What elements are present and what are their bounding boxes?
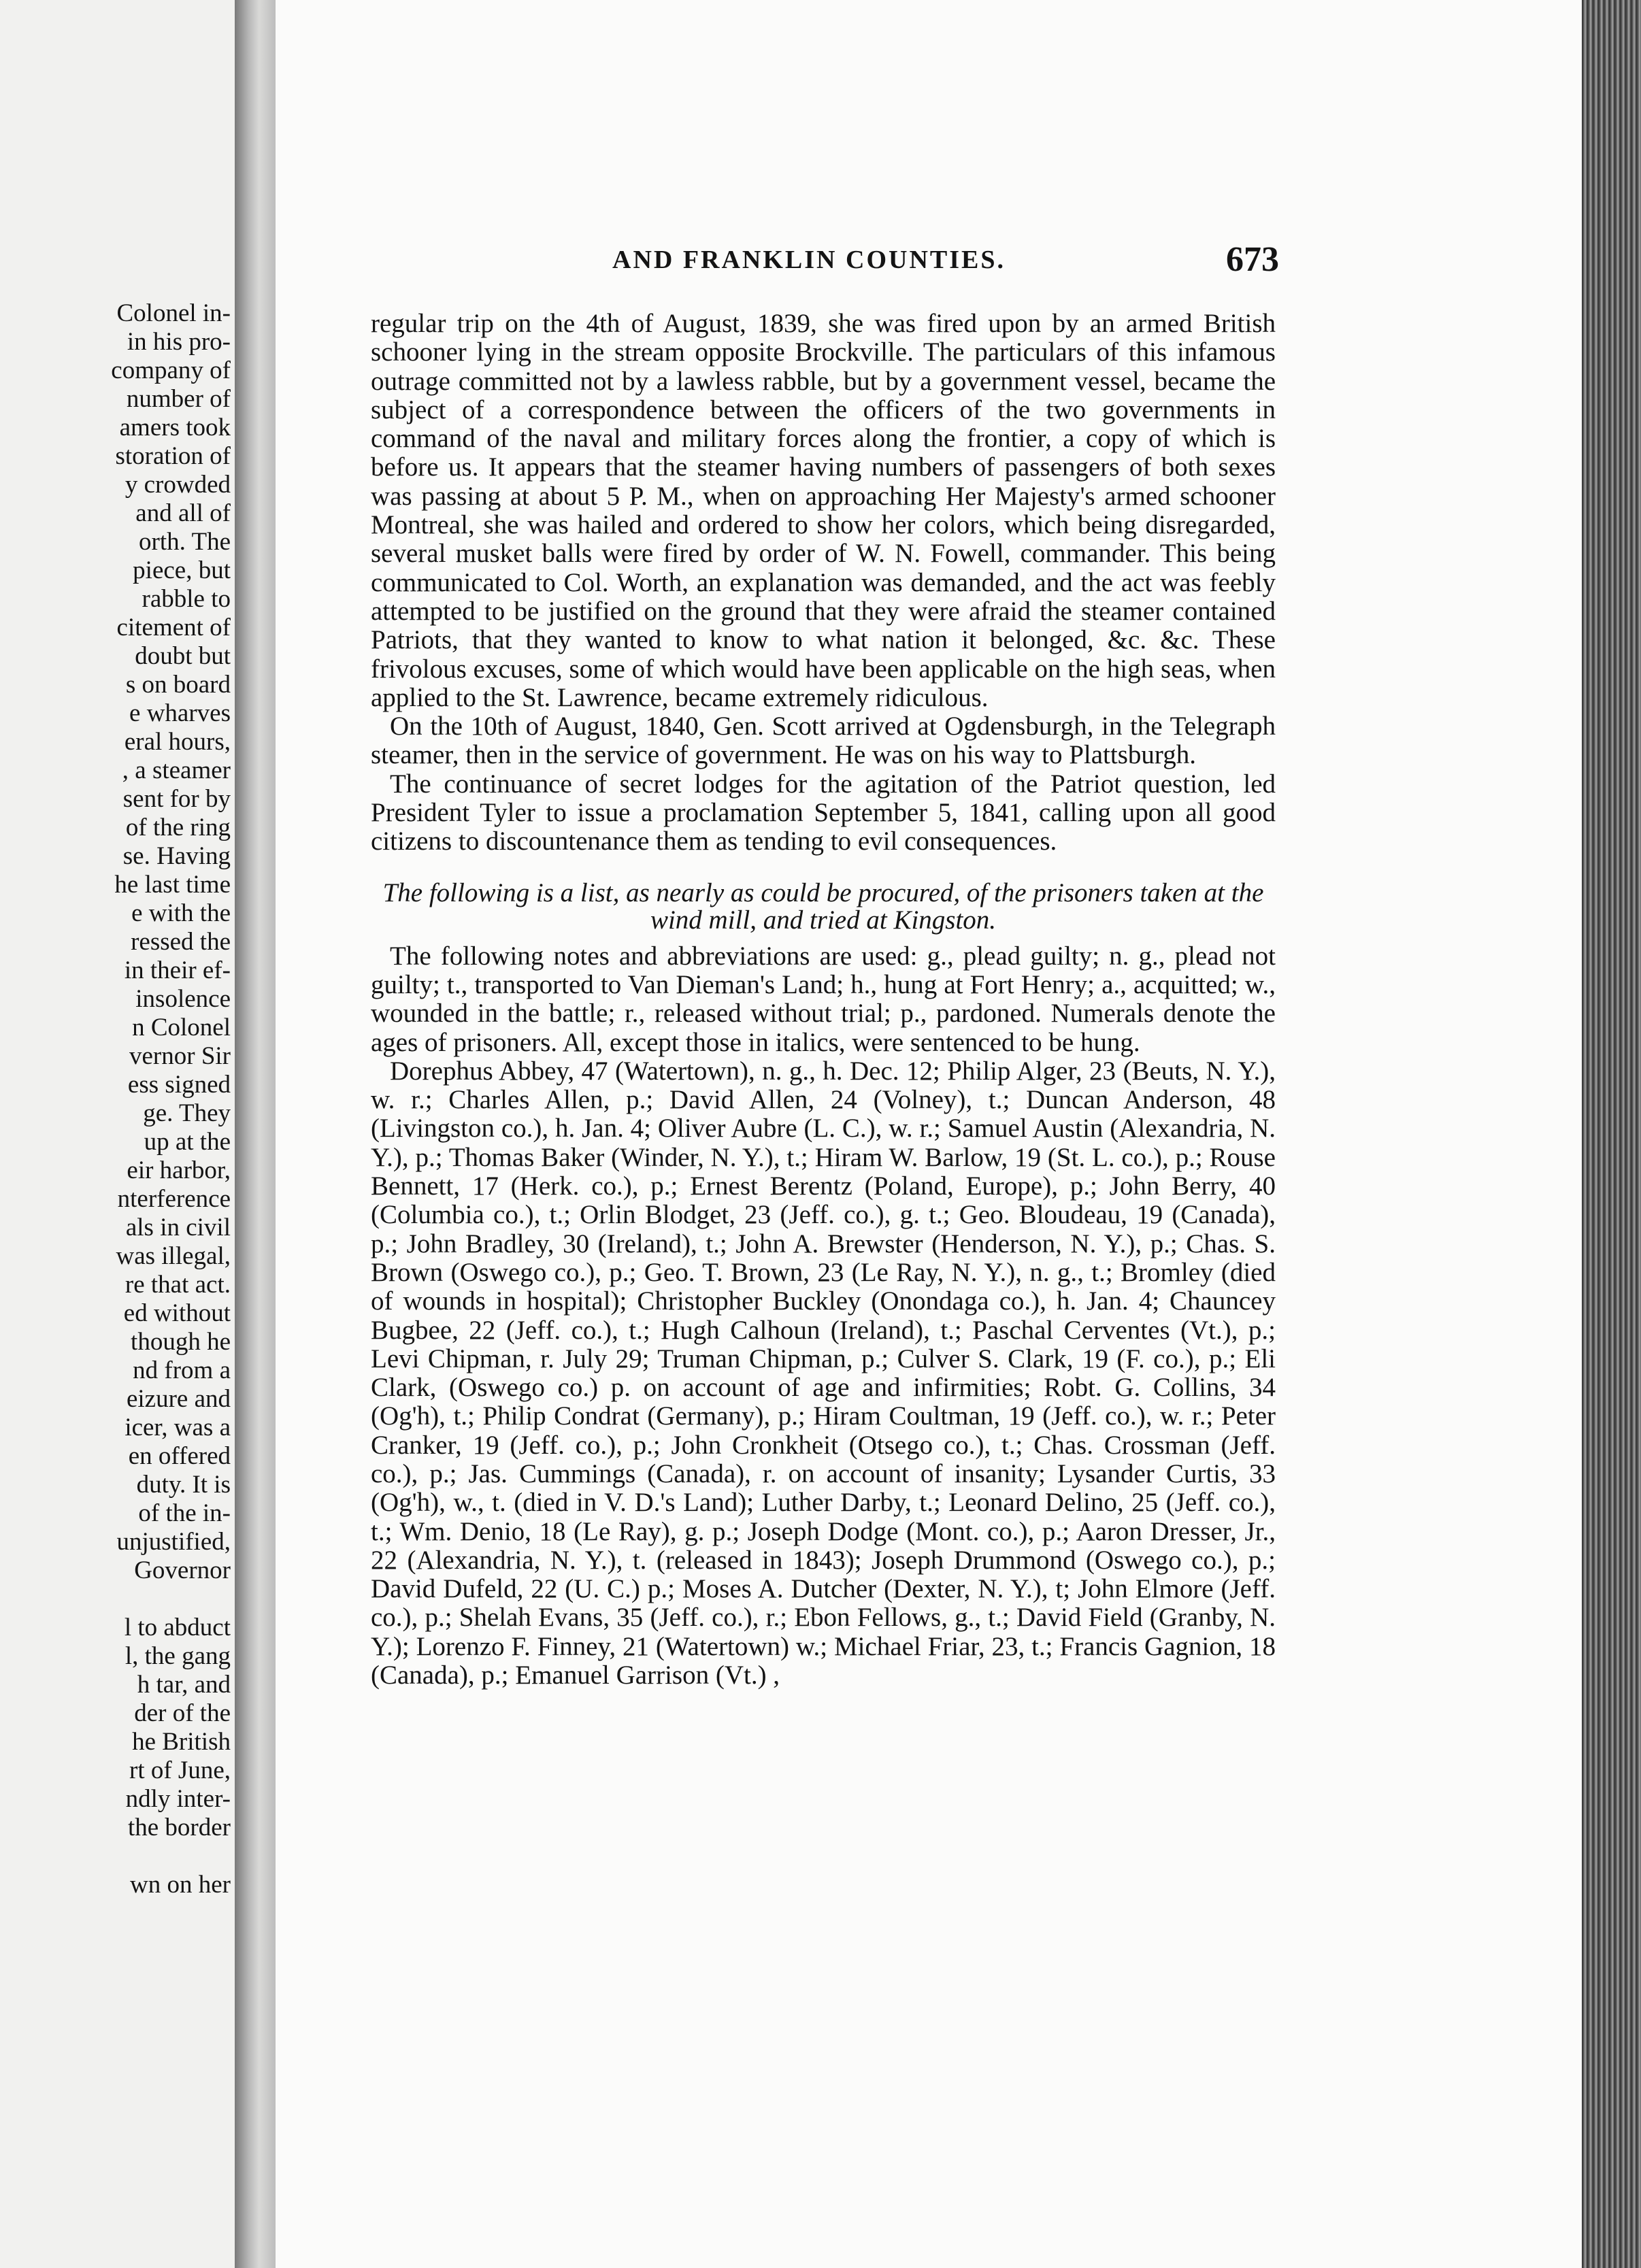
paragraph: The continuance of secret lodges for the agitation of the Patriot question, led President Tyler to issue a proclamation September 5, 1841, calling upon all good citizens to discountenance them as tending to evil consequences. [371,769,1276,856]
facing-page-line: insolence [135,985,231,1013]
facing-page-line: was illegal, [116,1242,231,1270]
paragraph: The following notes and abbreviations are used: g., plead guilty; n. g., plead not guilty; t., transported to Van Dieman's Land; h., hung at Fort Henry; a., acquitted; w., wounded in the battle; r., released without trial; p., pardoned. Numerals denote the ages of prisoners. All, except those in italics, were sentenced to be hung. [371,941,1276,1057]
facing-page-line: of the in- [138,1499,231,1527]
facing-page-line: der of the [134,1699,231,1727]
facing-page-line: sent for by [122,785,231,813]
prisoner-list: Dorephus Abbey, 47 (Watertown), n. g., h. Dec. 12; Philip Alger, 23 (Beuts, N. Y.), w. r.; Charles Allen, p.; David Allen, 24 (Volney), t.; Duncan Anderson, 48 (Livingston co.), h. Jan. 4; Oliver Aubre (L. C.), w. r.; Samuel Austin (Alexandria, N. Y.), p.; Thomas Baker (Winder, N. Y.), t.; Hiram W. Barlow, 19 (St. L. co.), p.; Rouse Bennett, 17 (Herk. co.), p.; Ernest Berentz (Poland, Europe), p.; John Berry, 40 (Columbia co.), t.; Orlin Blodget, 23 (Jeff. co.), g. t.; Geo. Bloudeau, 19 (Canada), p.; John Bradley, 30 (Ireland), t.; John A. Brewster (Henderson, N. Y.), p.; Chas. S. Brown (Oswego co.), p.; Geo. T. Brown, 23 (Le Ray, N. Y.), n. g., t.; Bromley (died of wounds in hospital); Christopher Buckley (Onondaga co.), h. Jan. 4; Chauncey Bugbee, 22 (Jeff. co.), t.; Hugh Calhoun (Ireland), t.; Paschal Cerventes (Vt.), p.; Levi Chipman, r. July 29; Truman Chipman, p.; Culver S. Clark, 19 (F. co.), p.; Eli Clark, (Oswego co.) p. on account of age and infirmities; Robt. G. Collins, 34 (Og'h), t.; Philip Condrat (Germany), p.; Hiram Coultman, 19 (Jeff. co.), w. r.; Peter Cranker, 19 (Jeff. co.), p.; John Cronkheit (Otsego co.), t.; Chas. Crossman (Jeff. co.), p.; Jas. Cummings (Canada), r. on account of insanity; Lysander Curtis, 33 (Og'h), w., t. (died in V. D.'s Land); Luther Darby, t.; Leonard Delino, 25 (Jeff. co.), t.; Wm. Denio, 18 (Le Ray), g. p.; Joseph Dodge (Mont. co.), p.; Aaron Dresser, Jr., 22 (Alexandria, N. Y.), t. (released in 1843); Joseph Drummond (Oswego co.), p.; David Dufeld, 22 (U. C.) p.; Moses A. Dutcher (Dexter, N. Y.), t; John Elmore (Jeff. co.), p.; Shelah Evans, 35 (Jeff. co.), r.; Ebon Fellows, g., t.; David Field (Granby, N. Y.); Lorenzo F. Finney, 21 (Watertown) w.; Michael Friar, 23, t.; Francis Gagnion, 18 (Canada), p.; Emanuel Garrison (Vt.) , [371,1056,1276,1690]
facing-page-line: duty. It is [136,1471,231,1499]
facing-page-line: eral hours, [124,728,231,756]
facing-page-line: citement of [116,614,231,641]
facing-page-line: ndly inter- [125,1785,231,1813]
facing-page-line: ge. They [143,1099,231,1127]
facing-page-line: icer, was a [125,1414,231,1441]
facing-page-line: Governor [134,1556,231,1584]
facing-page-line: s on board [125,671,231,699]
facing-page-line: number of [126,385,231,413]
facing-page-line: he British [132,1728,231,1756]
facing-page-line: in his pro- [127,328,231,356]
facing-page-line: nterference [117,1185,231,1213]
paragraph: regular trip on the 4th of August, 1839, she was fired upon by an armed British schooner lying in the stream opposite Brockville. The particulars of this infamous outrage committed not by a lawless rabble, but by a government vessel, became the subject of a correspondence between the officers of the two governments in command of the naval and military forces along the frontier, a copy of which is before us. It appears that the steamer having numbers of passengers of both sexes was passing at about 5 P. M., when on approaching Her Majesty's armed schooner Montreal, she was hailed and ordered to show her colors, which being disregarded, several musket balls were fired by order of W. N. Fowell, commander. This being communicated to Col. Worth, an explanation was demanded, and the act was feebly attempted to be justified on the ground that they were afraid the steamer contained Patriots, that they wanted to know to what nation it belonged, &c. &c. These frivolous excuses, some of which would have been applicable on the high seas, when applied to the St. Lawrence, became extremely ridiculous. [371,309,1276,712]
facing-page-line: nd from a [133,1356,231,1384]
facing-page-line: piece, but [133,556,231,584]
facing-page-line: wn on her [130,1871,231,1899]
facing-page-line: amers took [119,414,231,441]
facing-page-line: n Colonel [132,1014,231,1041]
facing-page-text [0,299,235,1899]
facing-page-line: of the ring [125,814,231,841]
facing-page-line: eir harbor, [127,1156,231,1184]
facing-page-line: ed without [123,1299,231,1327]
facing-page-line: se. Having [122,842,231,870]
page-edges [1582,0,1641,2268]
facing-page-line: rt of June, [129,1756,231,1784]
list-heading: The following is a list, as nearly as could be procured, of the prisoners taken at the wind mill, and tried at Kingston. [382,878,1264,935]
facing-page-line: als in civil [125,1214,231,1241]
facing-page-line: l to abduct [124,1614,231,1641]
facing-page-line: Colonel in- [116,299,231,327]
facing-page-line: storation of [115,442,231,470]
facing-page-line: up at the [144,1128,231,1156]
facing-page-line: company of [111,356,231,384]
facing-page-line: in their ef- [124,956,231,984]
running-head: AND FRANKLIN COUNTIES. [612,246,1006,274]
facing-page-line: e with the [131,899,231,927]
facing-page-line: e wharves [129,699,231,727]
facing-page-line [0,1842,235,1871]
facing-page-line: vernor Sir [129,1042,231,1070]
page-number: 673 [1226,240,1279,279]
facing-page-line: and all of [135,499,231,527]
facing-page-line: en offered [128,1442,231,1470]
facing-page-line: eizure and [126,1385,231,1413]
facing-page-line: rabble to [142,585,231,613]
facing-page [0,0,235,2268]
facing-page-line: though he [131,1328,231,1356]
facing-page-line: h tar, and [137,1671,231,1699]
facing-page-line: ressed the [131,928,231,956]
book-gutter [235,0,276,2268]
facing-page-line: doubt but [135,642,231,670]
facing-page-line: , a steamer [122,756,231,784]
facing-page-line: y crowded [125,471,231,499]
facing-page-line: l, the gang [125,1642,231,1670]
facing-page-line: he last time [114,871,231,899]
facing-page-line: orth. The [139,528,231,556]
paragraph: On the 10th of August, 1840, Gen. Scott arrived at Ogdensburgh, in the Telegraph steamer, then in the service of government. He was on his way to Plattsburgh. [371,712,1276,770]
page-header [340,240,1279,286]
facing-page-line [0,1585,235,1614]
page-body [371,310,1276,1690]
facing-page-line: unjustified, [116,1528,231,1556]
facing-page-line: re that act. [125,1271,231,1299]
facing-page-line: the border [127,1814,231,1841]
facing-page-line: ess signed [127,1071,231,1099]
